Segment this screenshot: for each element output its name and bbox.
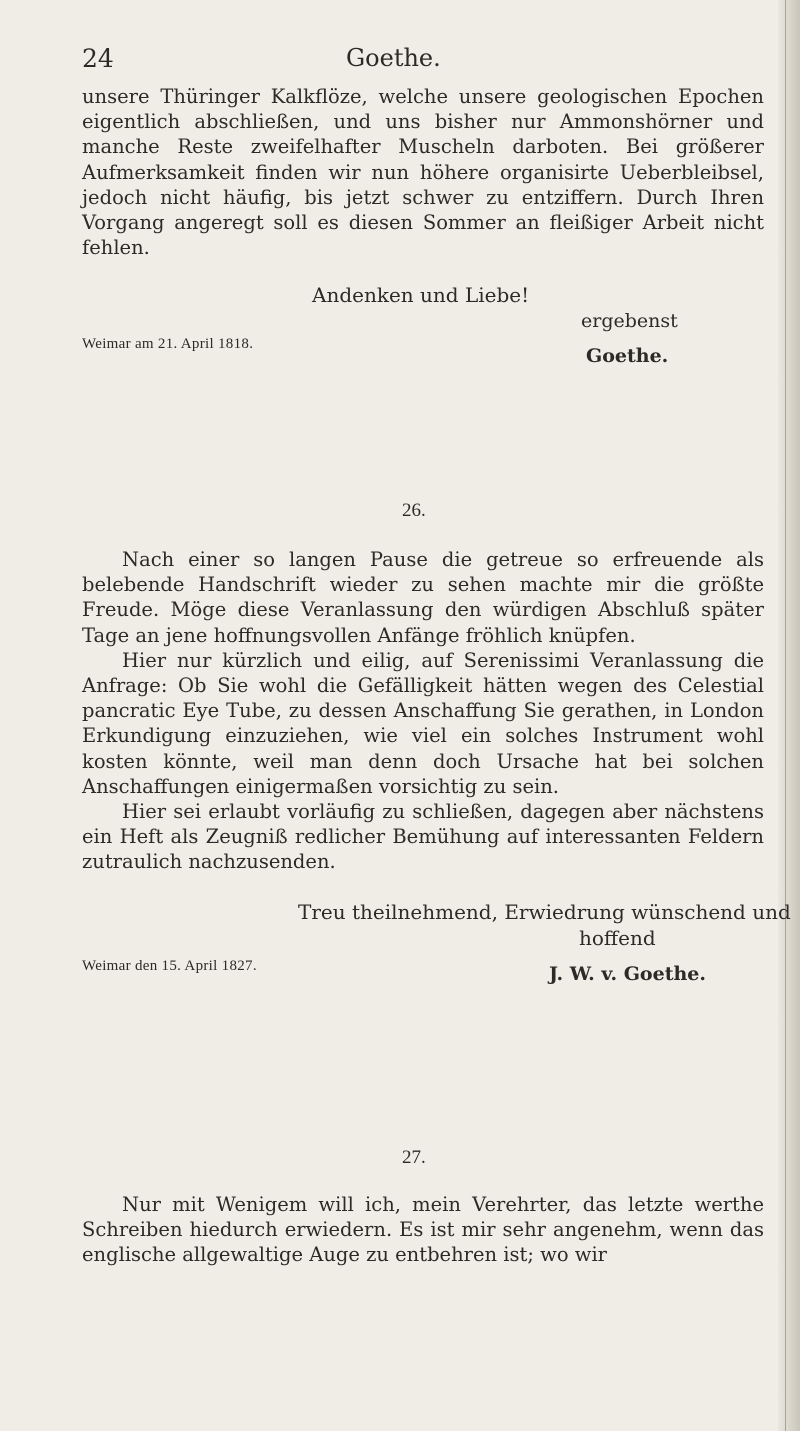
page-number: 24 [82, 44, 114, 73]
letter-27-body [82, 1192, 764, 1268]
letter-26-body [82, 547, 764, 875]
letter-26-paragraph-1: Nach einer so langen Pause die getreue so erfreuende als belebende Handschrift wieder zu sehen machte mir die größte Freude. Möge diese Veranlassung den würdigen Abschluß später Tage an jene hoffnungsvollen Anfänge fröhlich knüpfen. [82, 548, 764, 647]
letter-26-closing-line-1: Treu theilnehmend, Erwiedrung wünschend und [298, 900, 791, 924]
letter-26-paragraph-2: Hier nur kürzlich und eilig, auf Serenissimi Veranlassung die Anfrage: Ob Sie wohl die Gefälligkeit hätten wegen des Celestial pancratic Eye Tube, zu dessen Anschaffung Sie gerathen, in London Erkundigung einzuziehen, wie viel ein solches Instrument wohl kosten könnte, weil man denn doch Ursache hat bei solchen Anschaffungen einigermaßen vorsichtig zu sein. [82, 648, 764, 798]
letter-27-number: 27. [402, 1147, 426, 1168]
page-edge-line [785, 0, 786, 1431]
letter-26-number: 26. [402, 500, 426, 521]
letter-26-place-date: Weimar den 15. April 1827. [82, 958, 257, 974]
letter-25-paragraph: unsere Thüringer Kalkflöze, welche unsere geologischen Epochen eigentlich abschließen, und uns bisher nur Ammonshörner und manche Reste zweifelhafter Muscheln darboten. Bei größerer Aufmerksamkeit finden wir nun höhere organisirte Ueberbleibsel, jedoch nicht häufig, bis jetzt schwer zu entziffern. Durch Ihren Vorgang angeregt soll es diesen Sommer an fleißiger Arbeit nicht fehlen. [82, 85, 764, 260]
page-edge-shadow [778, 0, 800, 1431]
letter-26-paragraph-3: Hier sei erlaubt vorläufig zu schließen, dagegen aber nächstens ein Heft als Zeugniß redlicher Bemühung auf interessanten Feldern zutraulich nachzusenden. [82, 800, 764, 874]
letter-25-signature: Goethe. [586, 345, 669, 367]
letter-25-body [82, 84, 764, 260]
running-title: Goethe. [346, 44, 441, 72]
letter-27-paragraph: Nur mit Wenigem will ich, mein Verehrter, das letzte werthe Schreiben hiedurch erwiedern. Es ist mir sehr angenehm, wenn das englische allgewaltige Auge zu entbehren ist; wo wir [82, 1193, 764, 1267]
letter-25-place-date: Weimar am 21. April 1818. [82, 336, 254, 352]
letter-25-valediction: ergebenst [581, 310, 678, 332]
letter-25-closing: Andenken und Liebe! [312, 283, 530, 307]
letter-26-closing-line-2: hoffend [579, 926, 656, 950]
letter-26-signature: J. W. v. Goethe. [549, 963, 706, 985]
